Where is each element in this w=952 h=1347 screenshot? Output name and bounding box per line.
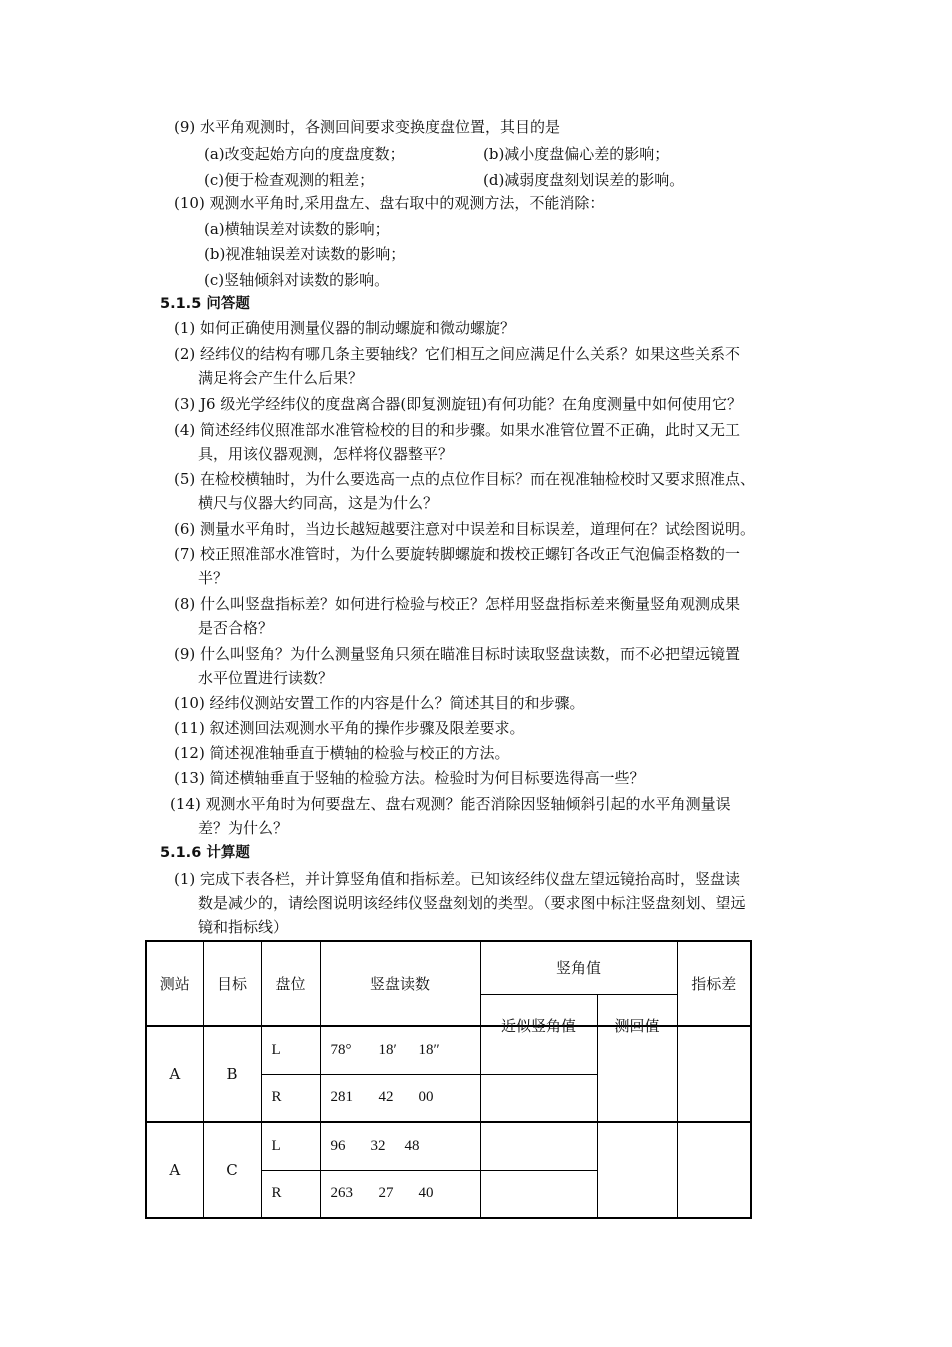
qa-item-6: (6) 测量水平角时，当边长越短越要注意对中误差和目标误差，道理何在？试绘图说明。	[174, 520, 756, 538]
qa-item-9-cont: 水平位置进行读数？	[198, 669, 334, 687]
header-target: 目标	[203, 941, 261, 1026]
cell-station: A	[146, 1026, 203, 1122]
reading-deg: 78°	[330, 1041, 352, 1058]
cell-round-value[interactable]	[597, 1026, 677, 1122]
qa-item-12: (12) 简述视准轴垂直于横轴的检验与校正的方法。	[174, 744, 510, 762]
mc-q10-option-a: (a)横轴误差对读数的影响；	[204, 220, 390, 238]
section-heading-qa: 5.1.5 问答题	[160, 296, 250, 312]
reading-min: 18′	[378, 1041, 397, 1058]
cell-reading	[320, 1122, 480, 1170]
mc-q10-option-c: (c)竖轴倾斜对读数的影响。	[204, 271, 390, 289]
cell-reading	[320, 1074, 480, 1122]
qa-item-10: (10) 经纬仪测站安置工作的内容是什么？简述其目的和步骤。	[174, 694, 585, 712]
header-reading: 竖盘读数	[320, 941, 480, 1026]
header-round-value: 测回值	[597, 994, 677, 1026]
mc-q9-option-a: (a)改变起始方向的度盘度数；	[204, 145, 405, 163]
cell-approx-angle[interactable]	[480, 1122, 597, 1170]
cell-target: C	[203, 1122, 261, 1218]
reading-min: 32	[370, 1137, 386, 1154]
reading-sec: 40	[418, 1185, 434, 1202]
cell-face: R	[261, 1170, 320, 1218]
header-vertical-angle: 竖角值	[480, 941, 677, 994]
cell-approx-angle[interactable]	[480, 1170, 597, 1218]
cell-index-error[interactable]	[677, 1122, 751, 1218]
cell-round-value[interactable]	[597, 1122, 677, 1218]
reading-min: 27	[378, 1185, 394, 1202]
reading-min: 42	[378, 1089, 394, 1106]
section-heading-calc: 5.1.6 计算题	[160, 845, 250, 861]
qa-item-2-cont: 满足将会产生什么后果？	[198, 369, 364, 387]
qa-item-7-cont: 半？	[198, 569, 229, 587]
header-face: 盘位	[261, 941, 320, 1026]
qa-item-2: (2) 经纬仪的结构有哪几条主要轴线？它们相互之间应满足什么关系？如果这些关系不	[174, 345, 741, 363]
qa-item-11: (11) 叙述测回法观测水平角的操作步骤及限差要求。	[174, 719, 525, 737]
qa-item-4-cont: 具，用该仪器观测，怎样将仪器整平？	[198, 445, 454, 463]
qa-item-1: (1) 如何正确使用测量仪器的制动螺旋和微动螺旋？	[174, 319, 516, 337]
cell-face: L	[261, 1122, 320, 1170]
qa-item-8: (8) 什么叫竖盘指标差？如何进行检验与校正？怎样用竖盘指标差来衡量竖角观测成果	[174, 595, 741, 613]
calc-item-1-line2: 数是减少的，请绘图说明该经纬仪竖盘刻划的类型。（要求图中标注竖盘刻划、望远	[198, 894, 746, 912]
calc-item-1-line3: 镜和指标线）	[198, 918, 289, 936]
mc-q10-option-b: (b)视准轴误差对读数的影响；	[204, 245, 406, 263]
qa-item-7: (7) 校正照准部水准管时，为什么要旋转脚螺旋和拨校正螺钉各改正气泡偏歪格数的一	[174, 545, 741, 563]
cell-face: L	[261, 1026, 320, 1074]
reading-deg: 263	[330, 1185, 353, 1202]
qa-item-9: (9) 什么叫竖角？为什么测量竖角只须在瞄准目标时读取竖盘读数，而不必把望远镜置	[174, 645, 741, 663]
calc-item-1-line1: (1) 完成下表各栏，并计算竖角值和指标差。已知该经纬仪盘左望远镜抬高时，竖盘读	[174, 870, 741, 888]
reading-sec: 00	[418, 1089, 434, 1106]
qa-item-13: (13) 简述横轴垂直于竖轴的检验方法。检验时为何目标要选得高一些？	[174, 769, 645, 787]
qa-item-3: (3) J6 级光学经纬仪的度盘离合器(即复测旋钮)有何功能？在角度测量中如何使用它？	[174, 395, 743, 413]
cell-target: B	[203, 1026, 261, 1122]
cell-station: A	[146, 1122, 203, 1218]
qa-item-4: (4) 简述经纬仪照准部水准管检校的目的和步骤。如果水准管位置不正确，此时又无工	[174, 421, 741, 439]
qa-item-14: (14) 观测水平角时为何要盘左、盘右观测？能否消除因竖轴倾斜引起的水平角测量误	[170, 795, 731, 813]
qa-item-14-cont: 差？为什么？	[198, 819, 289, 837]
mc-q10-stem: (10) 观测水平角时,采用盘左、盘右取中的观测方法，不能消除：	[174, 194, 605, 212]
mc-q9-stem: (9) 水平角观测时，各测回间要求变换度盘位置，其目的是	[174, 118, 561, 136]
mc-q9-option-b: (b)减小度盘偏心差的影响；	[483, 145, 670, 163]
reading-deg: 281	[330, 1089, 353, 1106]
header-index-error: 指标差	[677, 941, 751, 1026]
reading-deg: 96	[330, 1137, 346, 1154]
qa-item-5-cont: 横尺与仪器大约同高，这是为什么？	[198, 494, 439, 512]
header-station: 测站	[146, 941, 203, 1026]
cell-reading	[320, 1170, 480, 1218]
mc-q9-option-c: (c)便于检查观测的粗差；	[204, 171, 375, 189]
cell-face: R	[261, 1074, 320, 1122]
cell-index-error[interactable]	[677, 1026, 751, 1122]
cell-approx-angle[interactable]	[480, 1074, 597, 1122]
qa-item-5: (5) 在检校横轴时，为什么要选高一点的点位作目标？而在视准轴检校时又要求照准点、	[174, 470, 756, 488]
mc-q9-option-d: (d)减弱度盘刻划误差的影响。	[483, 171, 685, 189]
vertical-angle-table	[145, 940, 752, 1219]
reading-sec: 18″	[418, 1041, 440, 1058]
reading-sec: 48	[404, 1137, 420, 1154]
header-approx-angle: 近似竖角值	[480, 994, 597, 1026]
qa-item-8-cont: 是否合格？	[198, 619, 274, 637]
cell-reading	[320, 1026, 480, 1074]
